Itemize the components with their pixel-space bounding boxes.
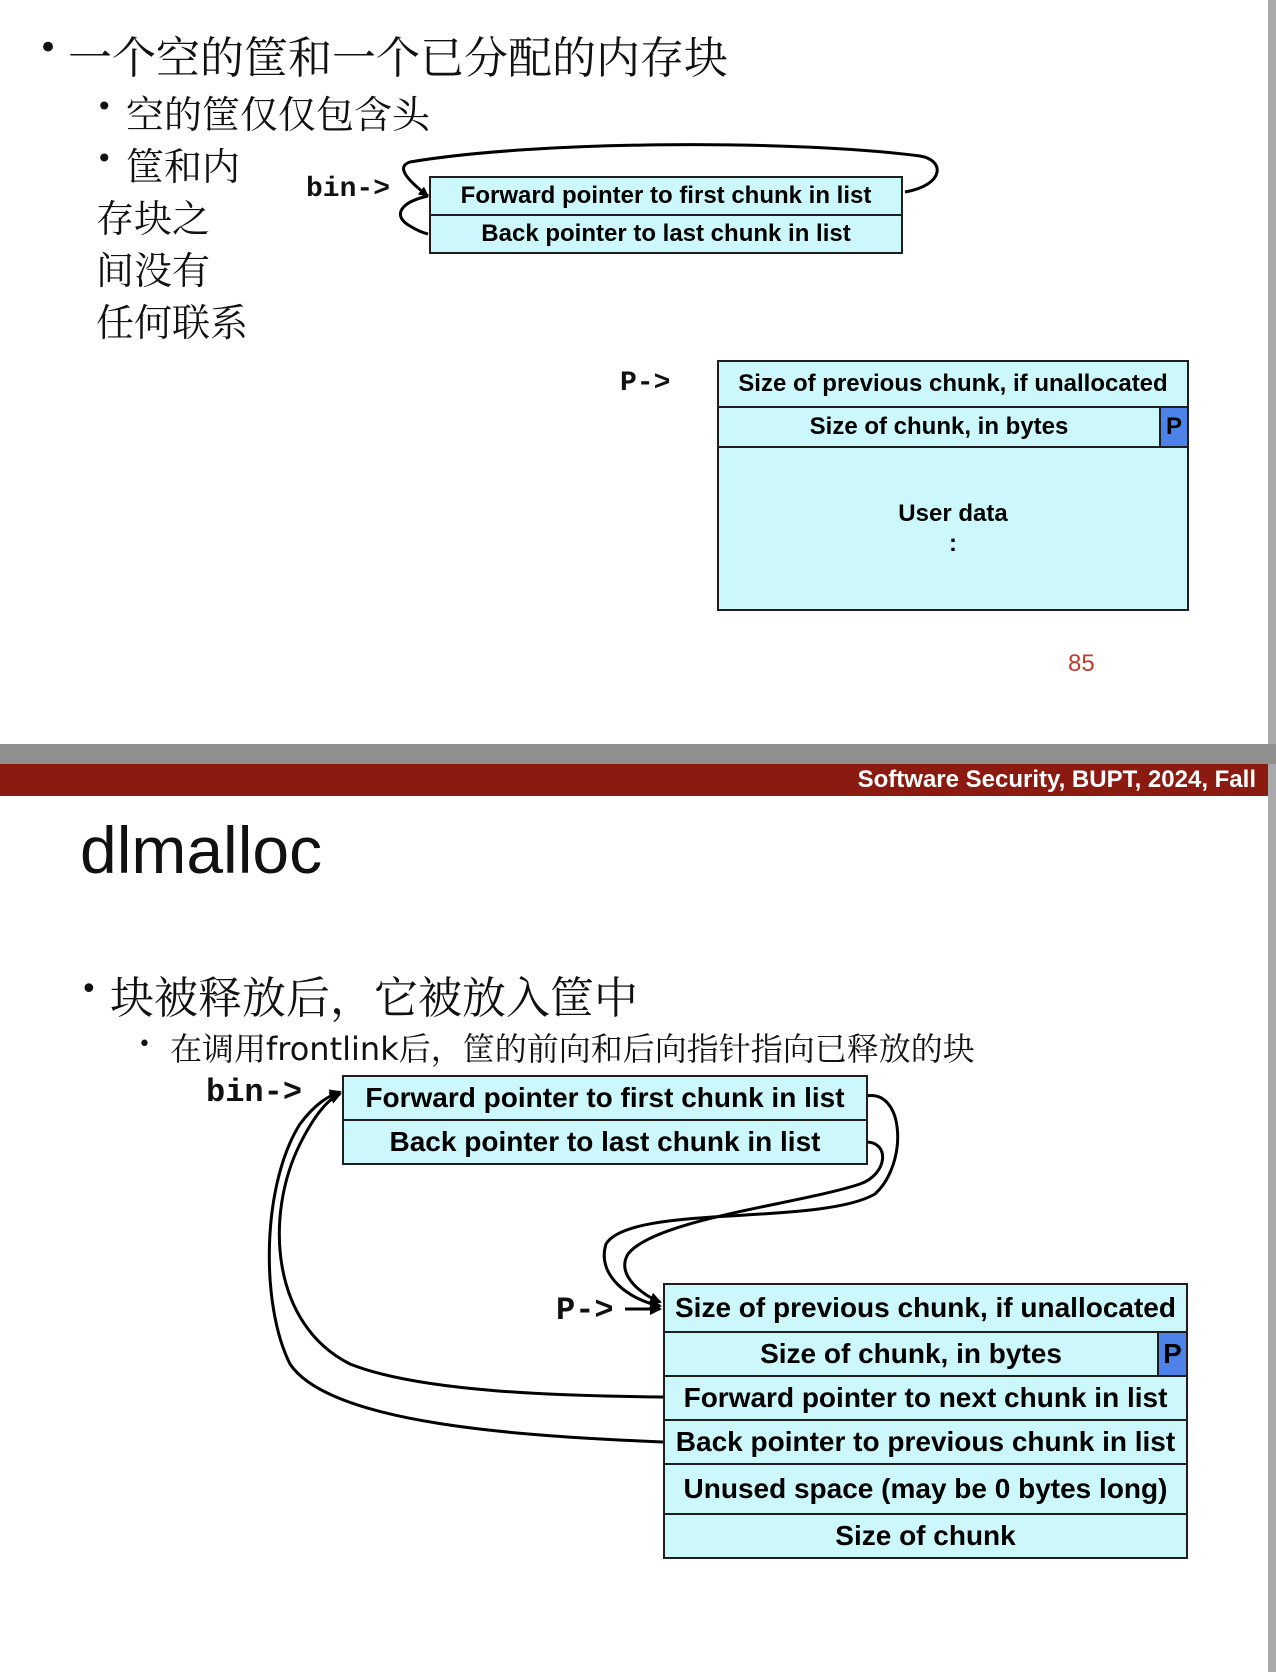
bullet-dot: •	[96, 142, 113, 175]
chunk-prev-size-row: Size of previous chunk, if unallocated	[663, 1283, 1188, 1333]
chunk-fd-row: Forward pointer to next chunk in list	[663, 1375, 1188, 1421]
bullet-main: 块被释放后，它被放入筐中	[110, 973, 638, 1024]
sub-bullet-2-line-1: 筐和内	[126, 145, 241, 189]
chunk-size-row: Size of chunk, in bytes	[717, 406, 1161, 448]
bullet-dot: •	[96, 90, 113, 123]
chunk-user-data-area	[717, 446, 1189, 611]
chunk-unused-space-row: Unused space (may be 0 bytes long)	[663, 1463, 1188, 1515]
slide-lower	[0, 764, 1276, 1672]
p-label: P->	[556, 1292, 614, 1329]
page-number: 85	[1068, 650, 1095, 677]
chunk-size-footer-row: Size of chunk	[663, 1513, 1188, 1559]
slide-upper	[0, 0, 1276, 744]
chunk-prev-size-row: Size of previous chunk, if unallocated	[717, 360, 1189, 408]
bin-forward-pointer-row: Forward pointer to first chunk in list	[342, 1075, 868, 1121]
sub-bullet-1: 空的筐仅仅包含头	[126, 93, 431, 137]
bin-label: bin->	[306, 174, 391, 205]
bullet-dot: •	[138, 1032, 151, 1057]
chunk-bk-row: Back pointer to previous chunk in list	[663, 1419, 1188, 1465]
chunk-size-row: Size of chunk, in bytes	[663, 1331, 1159, 1377]
bullet-dot: •	[80, 972, 98, 1007]
sub-bullet-2-line-3: 间没有	[96, 249, 211, 293]
p-flag-box: P	[1159, 406, 1189, 448]
sub-bullet-2-line-2: 存块之	[96, 197, 211, 241]
sub-bullet-2-line-4: 任何联系	[96, 301, 249, 345]
bullet-main: 一个空的筐和一个已分配的内存块	[68, 33, 728, 84]
bin-back-pointer-row: Back pointer to last chunk in list	[342, 1119, 868, 1165]
user-data-label: User data	[898, 500, 1008, 527]
header-text: Software Security, BUPT, 2024, Fall	[857, 766, 1256, 793]
bin-back-pointer-row: Back pointer to last chunk in list	[429, 214, 903, 254]
p-flag-box: P	[1157, 1331, 1188, 1377]
sub-bullet: 在调用frontlink后，筐的前向和后向指针指向已释放的块	[170, 1030, 975, 1068]
p-label: P->	[620, 368, 671, 399]
user-data-ellipsis: :	[949, 530, 957, 557]
bin-forward-pointer-row: Forward pointer to first chunk in list	[429, 176, 903, 216]
bullet-dot: •	[38, 28, 59, 68]
slide-title: dlmalloc	[80, 813, 323, 887]
bin-label: bin->	[206, 1074, 303, 1111]
